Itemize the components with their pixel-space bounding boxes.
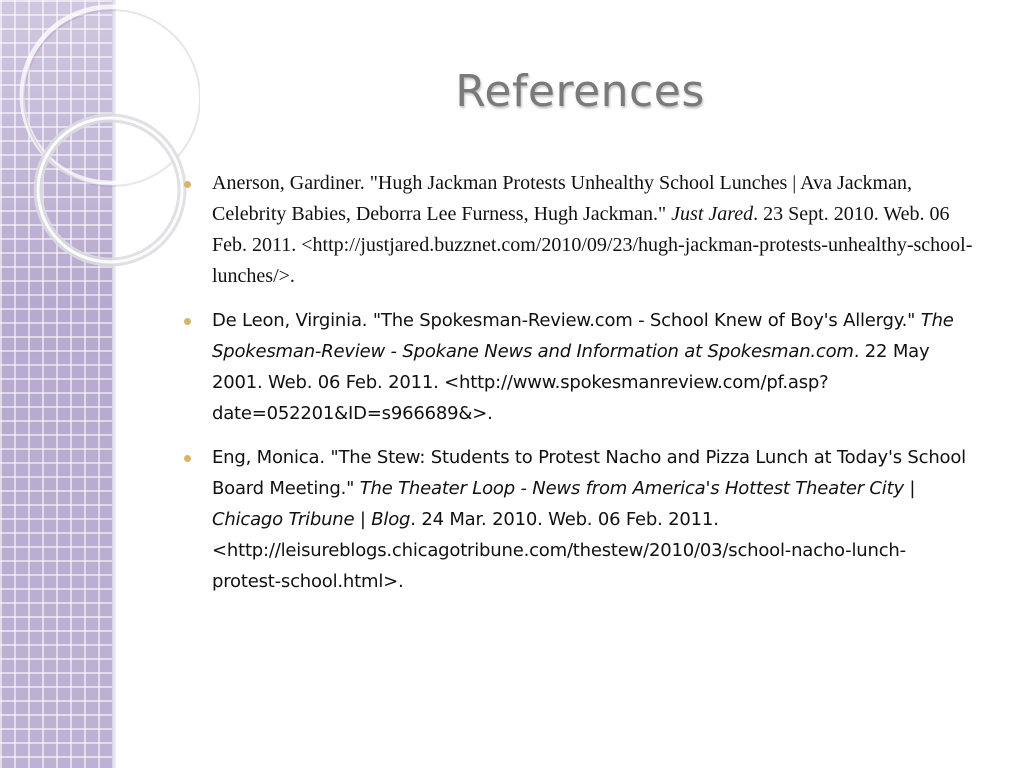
- reference-2-text: De Leon, Virginia. "The Spokesman-Review.com - School Knew of Boy's Allergy.": [212, 310, 921, 331]
- reference-item-2: [184, 305, 974, 429]
- reference-2-source: The Spokesman-Review - Spokane News and Information at Spokesman.com: [212, 310, 954, 362]
- reference-3-text: Eng, Monica. "The Stew: Students to Protest Nacho and Pizza Lunch at Today's School Board Meeting.": [212, 447, 966, 499]
- bullet-icon: [184, 318, 191, 325]
- reference-1-text: Anerson, Gardiner. "Hugh Jackman Protests Unhealthy School Lunches | Ava Jackman, Celebrity Babies, Deborra Lee Furness, Hugh Jackman.": [212, 172, 912, 225]
- decorative-circles: [0, 0, 200, 300]
- reference-2-details: . 22 May 2001. Web. 06 Feb. 2011. <http://www.spokesmanreview.com/pf.asp?date=052201&ID=s966689&>.: [212, 341, 930, 424]
- reference-item-3: [184, 442, 974, 597]
- slide-title: References: [455, 66, 705, 117]
- reference-3-details: . 24 Mar. 2010. Web. 06 Feb. 2011. <http://leisureblogs.chicagotribune.com/thestew/2010/03/school-nacho-lunch-protest-school.html>.: [212, 509, 906, 592]
- bullet-icon: [184, 181, 191, 188]
- reference-1-source: Just Jared: [671, 203, 754, 225]
- reference-1-details: . 23 Sept. 2010. Web. 06 Feb. 2011. <http://justjared.buzznet.com/2010/09/23/hugh-jackman-protests-unhealthy-school-lunches/>.: [212, 203, 973, 287]
- bullet-icon: [184, 455, 191, 462]
- references-list: [184, 168, 974, 610]
- reference-item-1: [184, 168, 974, 292]
- reference-3-source: The Theater Loop - News from America's Hottest Theater City | Chicago Tribune | Blog: [212, 478, 916, 530]
- deco-circle-small-highlight: [38, 118, 182, 262]
